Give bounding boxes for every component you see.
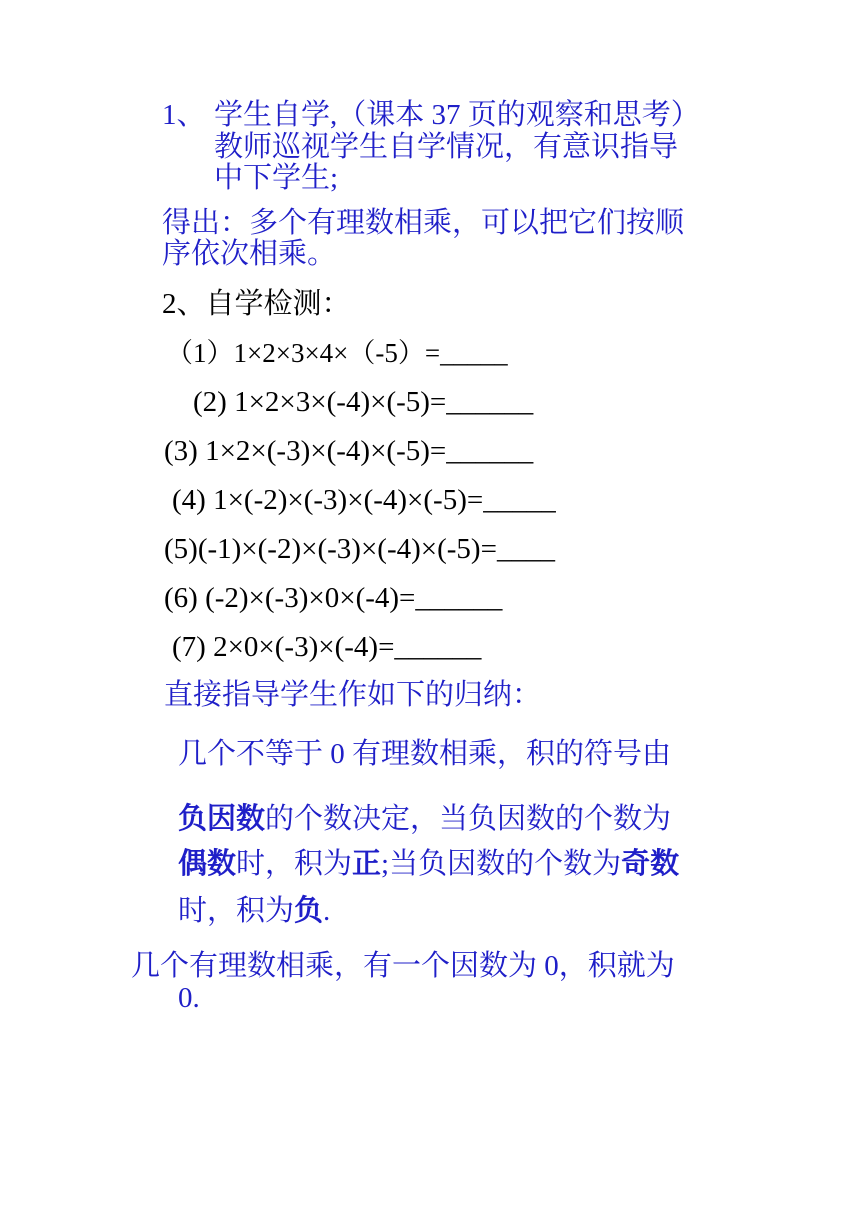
exercise-1: （1）1×2×3×4×（-5）=_____ — [166, 338, 508, 368]
exercise-2: (2) 1×2×3×(-4)×(-5)=______ — [193, 386, 534, 418]
conclusion-line1: 得出：多个有理数相乘，可以把它们按顺 — [162, 207, 685, 239]
sign-rule-line2 — [178, 803, 671, 835]
item1-text-2: 教师巡视学生自学情况，有意识指导 — [214, 131, 679, 163]
sign-rule-line4-text1: 时，积为 — [178, 895, 295, 927]
sign-rule-line3-text2: ;当负因数的个数为 — [381, 848, 622, 880]
exercise-3: (3) 1×2×(-3)×(-4)×(-5)=______ — [164, 435, 534, 467]
exercise-5: (5)(-1)×(-2)×(-3)×(-4)×(-5)=____ — [164, 533, 555, 565]
sign-rule-line4 — [178, 895, 330, 927]
sign-rule-line1: 几个不等于 0 有理数相乘，积的符号由 — [178, 738, 672, 770]
negative-term: 负 — [294, 895, 324, 927]
sign-rule-line4-text2: . — [323, 895, 331, 927]
exercise-7: (7) 2×0×(-3)×(-4)=______ — [172, 631, 482, 663]
exercise-4: (4) 1×(-2)×(-3)×(-4)×(-5)=_____ — [172, 484, 556, 516]
guidance-text: 直接指导学生作如下的归纳： — [164, 679, 542, 711]
negative-factor-term: 负因数 — [178, 803, 266, 835]
even-term: 偶数 — [178, 848, 237, 880]
item2-heading: 2、自学检测： — [162, 288, 351, 320]
sign-rule-line3 — [178, 848, 679, 880]
item1-text-3: 中下学生; — [214, 162, 339, 194]
item1-line1 — [162, 99, 700, 131]
conclusion-line2: 序依次相乘。 — [162, 238, 337, 270]
exercise-6: (6) (-2)×(-3)×0×(-4)=______ — [164, 582, 503, 614]
zero-rule-line1: 几个有理数相乘，有一个因数为 0，积就为 — [131, 950, 675, 982]
odd-term: 奇数 — [621, 848, 680, 880]
sign-rule-line3-text1: 时，积为 — [236, 848, 353, 880]
sign-rule-line2-text: 的个数决定，当负因数的个数为 — [265, 803, 672, 835]
positive-term: 正 — [352, 848, 382, 880]
zero-rule-line2: 0. — [178, 982, 200, 1014]
item1-text-1: 学生自学,（课本 37 页的观察和思考） — [214, 99, 700, 131]
item1-number: 1、 — [162, 99, 206, 131]
